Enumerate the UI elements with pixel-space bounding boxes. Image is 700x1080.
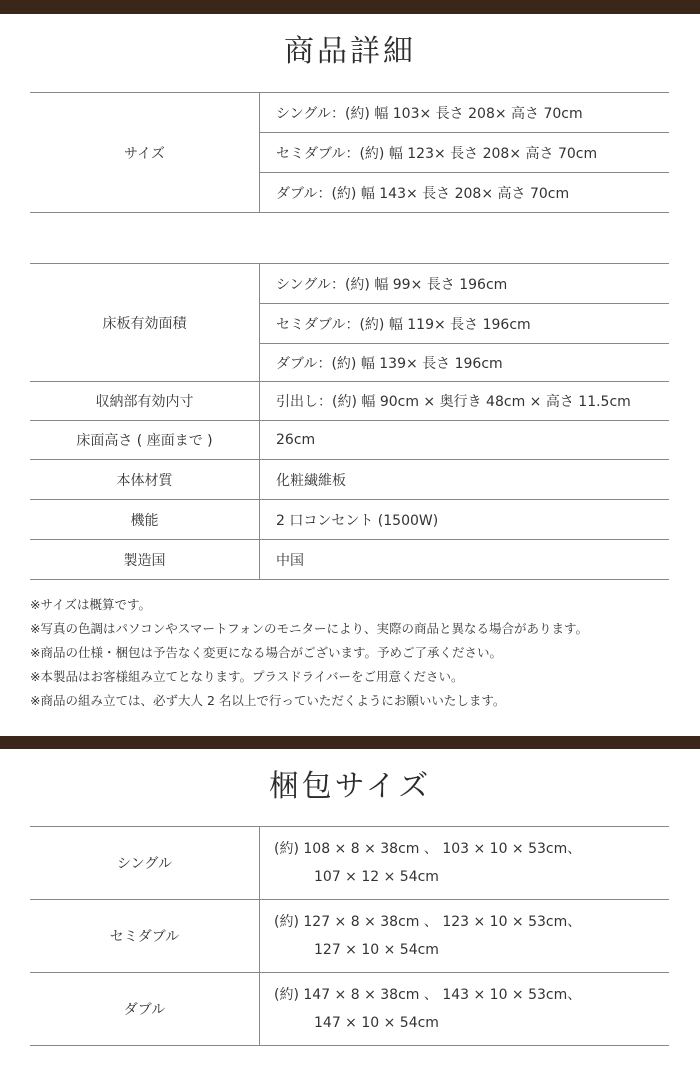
notes-list [30,593,588,713]
floor-height-value: 26cm [260,421,670,460]
floor-area-semi-double: セミダブル：(約) 幅 119× 長さ 196cm [260,304,670,344]
storage-size-label: 収納部有効内寸 [30,382,260,421]
package-value-semi-double [260,900,670,973]
package-title: 梱包サイズ [268,769,432,804]
package-line: 147 × 10 × 54cm [314,1015,439,1031]
origin-value: 中国 [260,540,670,580]
package-label-semi-double: セミダブル [30,900,260,973]
floor-area-double: ダブル：(約) 幅 139× 長さ 196cm [260,344,670,382]
material-label: 本体材質 [30,460,260,500]
spec-table [30,263,669,580]
package-value-single [260,827,670,900]
size-value-semi-double: セミダブル：(約) 幅 123× 長さ 208× 高さ 70cm [260,133,670,173]
material-value: 化粧繊維板 [260,460,670,500]
package-value-double [260,973,670,1046]
package-line: (約) 127 × 8 × 38cm 、 123 × 10 × 53cm、 [274,914,582,930]
size-value-single: シングル：(約) 幅 103× 長さ 208× 高さ 70cm [260,93,670,133]
package-line: (約) 147 × 8 × 38cm 、 143 × 10 × 53cm、 [274,987,582,1003]
storage-size-value: 引出し：(約) 幅 90cm × 奥行き 48cm × 高さ 11.5cm [260,382,670,421]
package-line: (約) 108 × 8 × 38cm 、 103 × 10 × 53cm、 [274,841,582,857]
size-label: サイズ [30,93,260,213]
note-item: ※サイズは概算です。 [30,597,151,612]
package-line: 127 × 10 × 54cm [314,942,439,958]
package-label-single: シングル [30,827,260,900]
floor-height-label: 床面高さ ( 座面まで ) [30,421,260,460]
floor-area-single: シングル：(約) 幅 99× 長さ 196cm [260,264,670,304]
note-item: ※商品の仕様・梱包は予告なく変更になる場合がございます。予めご了承ください。 [30,645,502,660]
package-table [30,826,669,1046]
package-line: 107 × 12 × 54cm [314,869,439,885]
note-item: ※本製品はお客様組み立てとなります。プラスドライバーをご用意ください。 [30,669,464,684]
top-band [0,0,700,14]
function-label: 機能 [30,500,260,540]
package-label-double: ダブル [30,973,260,1046]
floor-area-label: 床板有効面積 [30,264,260,382]
details-title: 商品詳細 [284,34,416,69]
section-divider-band [0,736,700,749]
size-value-double: ダブル：(約) 幅 143× 長さ 208× 高さ 70cm [260,173,670,213]
note-item: ※商品の組み立ては、必ず大人 2 名以上で行っていただくようにお願いいたします。 [30,693,506,708]
size-table [30,92,669,213]
origin-label: 製造国 [30,540,260,580]
note-item: ※写真の色調はパソコンやスマートフォンのモニターにより、実際の商品と異なる場合があります。 [30,621,588,636]
function-value: 2 口コンセント (1500W) [260,500,670,540]
